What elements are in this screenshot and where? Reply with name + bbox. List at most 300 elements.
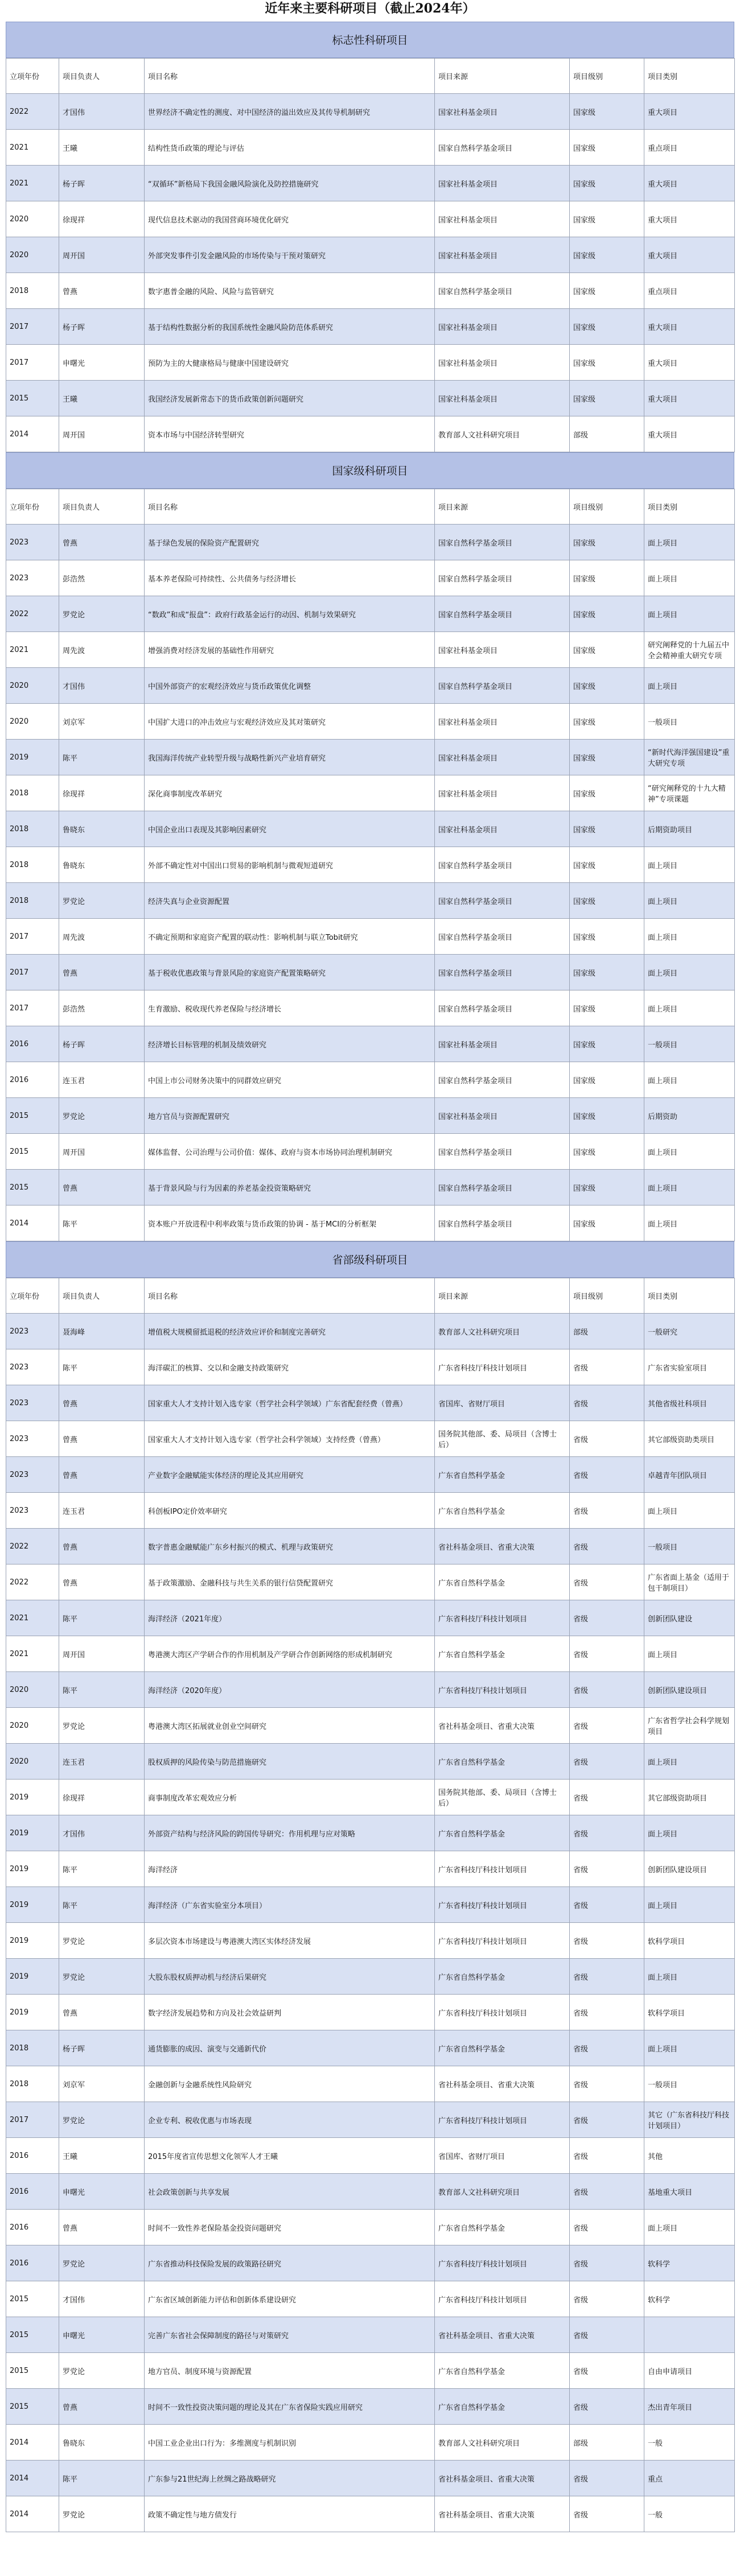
leader-cell: 彭浩然 [59, 560, 145, 596]
project-name-cell: 基于税收优惠政策与背景风险的家庭资产配置策略研究 [145, 955, 435, 990]
table-row [6, 775, 735, 811]
project-name-cell: 外部不确定性对中国出口贸易的影响机制与微观短道研究 [145, 847, 435, 883]
table-row [6, 273, 735, 309]
projects-table [6, 489, 735, 1241]
year-cell: 2015 [6, 1098, 59, 1134]
category-cell: 杰出青年项目 [644, 2389, 735, 2425]
source-cell: 省国库、省财厅项目 [435, 1385, 570, 1421]
source-cell: 广东省科技厅科技计划项目 [435, 1851, 570, 1887]
project-name-cell: 2015年度省宣传思想文化领军人才王曦 [145, 2138, 435, 2174]
source-cell: 国家社科基金项目 [435, 811, 570, 847]
source-cell: 国家社科基金项目 [435, 345, 570, 381]
source-cell: 国家社科基金项目 [435, 740, 570, 775]
project-name-cell: 粤港澳大湾区产学研合作的作用机制及产学研合作创新网络的形成机制研究 [145, 1636, 435, 1672]
level-cell: 国家级 [570, 309, 644, 345]
category-cell: 其它部级资助项目 [644, 1780, 735, 1815]
table-row [6, 1026, 735, 1062]
source-cell: 国家自然科学基金项目 [435, 919, 570, 955]
category-cell: 基地重大项目 [644, 2174, 735, 2210]
category-cell: 面上项目 [644, 668, 735, 704]
column-header: 项目来源 [435, 1278, 570, 1314]
project-name-cell: 基于结构性数据分析的我国系统性金融风险防范体系研究 [145, 309, 435, 345]
table-row [6, 2317, 735, 2353]
year-cell: 2019 [6, 1887, 59, 1923]
table-row [6, 345, 735, 381]
source-cell: 国家社科基金项目 [435, 309, 570, 345]
level-cell: 国家级 [570, 919, 644, 955]
year-cell: 2023 [6, 1314, 59, 1349]
level-cell: 国家级 [570, 1206, 644, 1241]
leader-cell: 王曦 [59, 2138, 145, 2174]
leader-cell: 曾燕 [59, 1421, 145, 1457]
project-name-cell: 经济增长目标管理的机制及绩效研究 [145, 1026, 435, 1062]
source-cell: 省社科基金项目、省重大决策 [435, 2496, 570, 2532]
project-name-cell: 大股东股权质押动机与经济后果研究 [145, 1959, 435, 1995]
level-cell: 省级 [570, 2102, 644, 2138]
source-cell: 广东省自然科学基金 [435, 2210, 570, 2245]
table-row [6, 2138, 735, 2174]
source-cell: 国家自然科学基金项目 [435, 596, 570, 632]
level-cell: 省级 [570, 1421, 644, 1457]
leader-cell: 才国伟 [59, 2281, 145, 2317]
page-title: 近年来主要科研项目（截止2024年） [265, 1, 475, 16]
source-cell: 国家社科基金项目 [435, 632, 570, 668]
source-cell: 广东省科技厅科技计划项目 [435, 1672, 570, 1708]
leader-cell: 徐现祥 [59, 201, 145, 237]
level-cell: 省级 [570, 2353, 644, 2389]
category-cell: 面上项目 [644, 919, 735, 955]
leader-cell: 彭浩然 [59, 990, 145, 1026]
category-cell: 其它（广东省科技厅科技计划项目） [644, 2102, 735, 2138]
year-cell: 2023 [6, 1421, 59, 1457]
year-cell: 2018 [6, 811, 59, 847]
source-cell: 国务院其他部、委、局项目（含博士后） [435, 1421, 570, 1457]
category-cell: 自由申请项目 [644, 2353, 735, 2389]
source-cell: 国家自然科学基金项目 [435, 1170, 570, 1206]
category-cell: 重点 [644, 2461, 735, 2496]
category-cell: 面上项目 [644, 1062, 735, 1098]
leader-cell: 才国伟 [59, 94, 145, 130]
source-cell: 广东省科技厅科技计划项目 [435, 1349, 570, 1385]
source-cell: 省社科基金项目、省重大决策 [435, 2461, 570, 2496]
leader-cell: 曾燕 [59, 2210, 145, 2245]
year-cell: 2021 [6, 166, 59, 201]
leader-cell: 王曦 [59, 130, 145, 166]
project-name-cell: 地方官员与资源配置研究 [145, 1098, 435, 1134]
category-cell: 重大项目 [644, 237, 735, 273]
table-row [6, 237, 735, 273]
project-name-cell: 我国经济发展新常态下的货币政策创新问题研究 [145, 381, 435, 416]
level-cell: 省级 [570, 2461, 644, 2496]
year-cell: 2020 [6, 1744, 59, 1780]
source-cell: 国家自然科学基金项目 [435, 525, 570, 560]
project-name-cell: 地方官员、制度环境与资源配置 [145, 2353, 435, 2389]
category-cell: 面上项目 [644, 847, 735, 883]
year-cell: 2017 [6, 955, 59, 990]
leader-cell: 陈平 [59, 740, 145, 775]
source-cell: 教育部人文社科研究项目 [435, 416, 570, 452]
source-cell: 国家自然科学基金项目 [435, 130, 570, 166]
table-row [6, 811, 735, 847]
category-cell: 软科学项目 [644, 1923, 735, 1959]
category-cell: 卓越青年团队项目 [644, 1457, 735, 1493]
source-cell: 国务院其他部、委、局项目（含博士后） [435, 1780, 570, 1815]
year-cell: 2020 [6, 704, 59, 740]
project-name-cell: 媒体监督、公司治理与公司价值：媒体、政府与资本市场协同治理机制研究 [145, 1134, 435, 1170]
project-name-cell: 世界经济不确定性的测度、对中国经济的溢出效应及其传导机制研究 [145, 94, 435, 130]
level-cell: 省级 [570, 1851, 644, 1887]
leader-cell: 周开国 [59, 1134, 145, 1170]
table-row [6, 201, 735, 237]
category-cell: 广东省实验室项目 [644, 1349, 735, 1385]
year-cell: 2017 [6, 919, 59, 955]
leader-cell: 曾燕 [59, 1564, 145, 1600]
leader-cell: 连玉君 [59, 1493, 145, 1529]
year-cell: 2020 [6, 237, 59, 273]
category-cell: 面上项目 [644, 560, 735, 596]
category-cell: 面上项目 [644, 1636, 735, 1672]
table-row [6, 525, 735, 560]
section-header: 标志性科研项目 [6, 22, 734, 58]
year-cell: 2017 [6, 2102, 59, 2138]
leader-cell: 徐现祥 [59, 1780, 145, 1815]
level-cell: 省级 [570, 1564, 644, 1600]
table-row [6, 1457, 735, 1493]
level-cell: 省级 [570, 1349, 644, 1385]
leader-cell: 陈平 [59, 1672, 145, 1708]
project-name-cell: 国家重大人才支持计划入选专家（哲学社会科学领域）支持经费（曾燕） [145, 1421, 435, 1457]
source-cell: 广东省自然科学基金 [435, 1493, 570, 1529]
year-cell: 2016 [6, 1062, 59, 1098]
year-cell: 2018 [6, 883, 59, 919]
source-cell: 广东省科技厅科技计划项目 [435, 1600, 570, 1636]
category-cell: 广东省面上基金（适用于包干制项目） [644, 1564, 735, 1600]
year-cell: 2023 [6, 1385, 59, 1421]
category-cell: 面上项目 [644, 1134, 735, 1170]
project-name-cell: 时间不一致性养老保险基金投资问题研究 [145, 2210, 435, 2245]
category-cell: 后期资助 [644, 1098, 735, 1134]
leader-cell: 罗党论 [59, 2353, 145, 2389]
year-cell: 2020 [6, 1672, 59, 1708]
leader-cell: 杨子晖 [59, 309, 145, 345]
level-cell: 省级 [570, 2210, 644, 2245]
source-cell: 国家社科基金项目 [435, 1026, 570, 1062]
leader-cell: 王曦 [59, 381, 145, 416]
project-name-cell: 生育激励、税收现代养老保险与经济增长 [145, 990, 435, 1026]
leader-cell: 罗党论 [59, 2102, 145, 2138]
table-row [6, 1636, 735, 1672]
project-name-cell: 海洋经济（广东省实验室分本项目） [145, 1887, 435, 1923]
leader-cell: 连玉君 [59, 1744, 145, 1780]
level-cell: 省级 [570, 1457, 644, 1493]
leader-cell: 陈平 [59, 1887, 145, 1923]
leader-cell: 曾燕 [59, 2389, 145, 2425]
source-cell: 国家社科基金项目 [435, 166, 570, 201]
project-name-cell: “双循环”新格局下我国金融风险演化及防控措施研究 [145, 166, 435, 201]
project-name-cell: 多层次资本市场建设与粤港澳大湾区实体经济发展 [145, 1923, 435, 1959]
year-cell: 2016 [6, 1026, 59, 1062]
column-header: 立项年份 [6, 489, 59, 525]
table-row [6, 1206, 735, 1241]
year-cell: 2016 [6, 2210, 59, 2245]
level-cell: 国家级 [570, 775, 644, 811]
category-cell: 创新团队建设项目 [644, 1672, 735, 1708]
year-cell: 2019 [6, 1851, 59, 1887]
year-cell: 2019 [6, 1780, 59, 1815]
leader-cell: 才国伟 [59, 1815, 145, 1851]
level-cell: 国家级 [570, 955, 644, 990]
leader-cell: 鲁晓东 [59, 2425, 145, 2461]
year-cell: 2019 [6, 1923, 59, 1959]
leader-cell: 曾燕 [59, 1170, 145, 1206]
table-row [6, 2461, 735, 2496]
category-cell: 一般项目 [644, 1026, 735, 1062]
category-cell: 重大项目 [644, 345, 735, 381]
leader-cell: 曾燕 [59, 273, 145, 309]
project-name-cell: 中国外部资产的宏观经济效应与货币政策优化调整 [145, 668, 435, 704]
year-cell: 2017 [6, 990, 59, 1026]
year-cell: 2018 [6, 2066, 59, 2102]
level-cell: 省级 [570, 1600, 644, 1636]
level-cell: 国家级 [570, 130, 644, 166]
level-cell: 省级 [570, 1529, 644, 1564]
source-cell: 国家自然科学基金项目 [435, 990, 570, 1026]
leader-cell: 申曙光 [59, 2174, 145, 2210]
category-cell: 重大项目 [644, 309, 735, 345]
table-row [6, 2245, 735, 2281]
year-cell: 2017 [6, 345, 59, 381]
table-row [6, 1744, 735, 1780]
source-cell: 广东省自然科学基金 [435, 1959, 570, 1995]
project-name-cell: 广东省区域创新能力评估和创新体系建设研究 [145, 2281, 435, 2317]
table-row [6, 309, 735, 345]
table-row [6, 1385, 735, 1421]
column-header: 项目名称 [145, 59, 435, 94]
leader-cell: 罗党论 [59, 883, 145, 919]
year-cell: 2015 [6, 2353, 59, 2389]
year-cell: 2018 [6, 273, 59, 309]
level-cell: 部级 [570, 2425, 644, 2461]
table-header-row [6, 489, 735, 525]
level-cell: 省级 [570, 2174, 644, 2210]
category-cell: “研究阐释党的十九大精神”专项课题 [644, 775, 735, 811]
source-cell: 省社科基金项目、省重大决策 [435, 2317, 570, 2353]
level-cell: 国家级 [570, 1170, 644, 1206]
table-row [6, 740, 735, 775]
table-row [6, 381, 735, 416]
category-cell: 一般研究 [644, 1314, 735, 1349]
source-cell: 国家社科基金项目 [435, 775, 570, 811]
table-row [6, 416, 735, 452]
source-cell: 广东省自然科学基金 [435, 1564, 570, 1600]
project-name-cell: 基于政策激励、金融科技与共生关系的银行信贷配置研究 [145, 1564, 435, 1600]
year-cell: 2020 [6, 1708, 59, 1744]
leader-cell: 罗党论 [59, 1959, 145, 1995]
column-header: 立项年份 [6, 59, 59, 94]
year-cell: 2022 [6, 1529, 59, 1564]
level-cell: 国家级 [570, 1062, 644, 1098]
project-name-cell: 完善广东省社会保障制度的路径与对策研究 [145, 2317, 435, 2353]
year-cell: 2019 [6, 740, 59, 775]
category-cell: 重点项目 [644, 273, 735, 309]
category-cell: “新时代海洋强国建设”重大研究专项 [644, 740, 735, 775]
leader-cell: 徐现祥 [59, 775, 145, 811]
column-header: 项目来源 [435, 59, 570, 94]
table-row [6, 1134, 735, 1170]
source-cell: 国家社科基金项目 [435, 94, 570, 130]
project-name-cell: 不确定预期和家庭资产配置的联动性：影响机制与联立Tobit研究 [145, 919, 435, 955]
category-cell: 面上项目 [644, 2030, 735, 2066]
year-cell: 2022 [6, 1564, 59, 1600]
level-cell: 国家级 [570, 1134, 644, 1170]
source-cell: 国家自然科学基金项目 [435, 668, 570, 704]
project-name-cell: 中国上市公司财务决策中的同群效应研究 [145, 1062, 435, 1098]
column-header: 立项年份 [6, 1278, 59, 1314]
level-cell: 国家级 [570, 883, 644, 919]
level-cell: 省级 [570, 2317, 644, 2353]
category-cell: 面上项目 [644, 1206, 735, 1241]
project-name-cell: 国家重大人才支持计划入选专家（哲学社会科学领域）广东省配套经费（曾燕） [145, 1385, 435, 1421]
year-cell: 2017 [6, 309, 59, 345]
leader-cell: 曾燕 [59, 1529, 145, 1564]
source-cell: 广东省科技厅科技计划项目 [435, 2281, 570, 2317]
project-name-cell: 股权质押的风险传染与防范措施研究 [145, 1744, 435, 1780]
source-cell: 国家自然科学基金项目 [435, 955, 570, 990]
source-cell: 广东省科技厅科技计划项目 [435, 1995, 570, 2030]
category-cell: 创新团队建设 [644, 1600, 735, 1636]
table-row [6, 1564, 735, 1600]
leader-cell: 才国伟 [59, 668, 145, 704]
year-cell: 2018 [6, 775, 59, 811]
year-cell: 2015 [6, 2317, 59, 2353]
year-cell: 2016 [6, 2138, 59, 2174]
level-cell: 国家级 [570, 560, 644, 596]
level-cell: 省级 [570, 2066, 644, 2102]
leader-cell: 曾燕 [59, 1385, 145, 1421]
table-row [6, 1170, 735, 1206]
table-header-row [6, 59, 735, 94]
level-cell: 部级 [570, 416, 644, 452]
category-cell: 重大项目 [644, 201, 735, 237]
year-cell: 2018 [6, 2030, 59, 2066]
level-cell: 国家级 [570, 632, 644, 668]
leader-cell: 聂海峰 [59, 1314, 145, 1349]
level-cell: 国家级 [570, 704, 644, 740]
source-cell: 广东省科技厅科技计划项目 [435, 2245, 570, 2281]
project-name-cell: 中国扩大进口的冲击效应与宏观经济效应及其对策研究 [145, 704, 435, 740]
project-name-cell: 数字普惠金融赋能广东乡村振兴的模式、机理与政策研究 [145, 1529, 435, 1564]
table-row [6, 1959, 735, 1995]
category-cell: 面上项目 [644, 1744, 735, 1780]
project-name-cell: 外部突发事件引发金融风险的市场传染与干预对策研究 [145, 237, 435, 273]
projects-table [6, 58, 735, 452]
table-row [6, 560, 735, 596]
level-cell: 省级 [570, 1887, 644, 1923]
column-header: 项目类别 [644, 59, 735, 94]
category-cell: 广东省哲学社会科学规划项目 [644, 1708, 735, 1744]
table-row [6, 990, 735, 1026]
source-cell: 教育部人文社科研究项目 [435, 2425, 570, 2461]
level-cell: 国家级 [570, 345, 644, 381]
category-cell: 一般项目 [644, 2066, 735, 2102]
leader-cell: 曾燕 [59, 1457, 145, 1493]
year-cell: 2015 [6, 2281, 59, 2317]
leader-cell: 鲁晓东 [59, 847, 145, 883]
project-name-cell: 基于绿色发展的保险资产配置研究 [145, 525, 435, 560]
year-cell: 2023 [6, 525, 59, 560]
year-cell: 2015 [6, 2389, 59, 2425]
table-row [6, 2066, 735, 2102]
level-cell: 省级 [570, 1923, 644, 1959]
leader-cell: 杨子晖 [59, 1026, 145, 1062]
leader-cell: 罗党论 [59, 2245, 145, 2281]
column-header: 项目来源 [435, 489, 570, 525]
leader-cell: 周开国 [59, 1636, 145, 1672]
year-cell: 2014 [6, 2496, 59, 2532]
category-cell: 其他 [644, 2138, 735, 2174]
level-cell: 省级 [570, 1959, 644, 1995]
project-name-cell: 广东省推动科技保险发展的政策路径研究 [145, 2245, 435, 2281]
table-row [6, 2425, 735, 2461]
source-cell: 广东省科技厅科技计划项目 [435, 2102, 570, 2138]
source-cell: 国家社科基金项目 [435, 704, 570, 740]
category-cell: 重大项目 [644, 416, 735, 452]
project-name-cell: 我国海洋传统产业转型升级与战略性新兴产业培育研究 [145, 740, 435, 775]
project-name-cell: 结构性货币政策的理论与评估 [145, 130, 435, 166]
source-cell: 国家自然科学基金项目 [435, 1062, 570, 1098]
table-row [6, 2210, 735, 2245]
level-cell: 省级 [570, 1672, 644, 1708]
source-cell: 国家自然科学基金项目 [435, 883, 570, 919]
source-cell: 教育部人文社科研究项目 [435, 2174, 570, 2210]
sections-container [6, 22, 734, 2532]
level-cell: 国家级 [570, 1026, 644, 1062]
leader-cell: 鲁晓东 [59, 811, 145, 847]
leader-cell: 陈平 [59, 1206, 145, 1241]
table-row [6, 1529, 735, 1564]
table-row [6, 1349, 735, 1385]
leader-cell: 曾燕 [59, 1995, 145, 2030]
column-header: 项目级别 [570, 1278, 644, 1314]
level-cell: 省级 [570, 2496, 644, 2532]
leader-cell: 罗党论 [59, 2496, 145, 2532]
project-name-cell: 金融创新与金融系统性风险研究 [145, 2066, 435, 2102]
source-cell: 省社科基金项目、省重大决策 [435, 1529, 570, 1564]
leader-cell: 刘京军 [59, 2066, 145, 2102]
column-header: 项目类别 [644, 489, 735, 525]
source-cell: 广东省科技厅科技计划项目 [435, 1923, 570, 1959]
projects-table [6, 1278, 735, 2532]
project-name-cell: 资本账户开放进程中利率政策与货币政策的协调 - 基于MCI的分析框架 [145, 1206, 435, 1241]
level-cell: 省级 [570, 2245, 644, 2281]
leader-cell: 连玉君 [59, 1062, 145, 1098]
table-row [6, 166, 735, 201]
table-row [6, 2102, 735, 2138]
level-cell: 国家级 [570, 740, 644, 775]
project-name-cell: 基于背景风险与行为因素的养老基金投资策略研究 [145, 1170, 435, 1206]
table-row [6, 1314, 735, 1349]
leader-cell: 陈平 [59, 1349, 145, 1385]
category-cell: 后期资助项目 [644, 811, 735, 847]
year-cell: 2019 [6, 1815, 59, 1851]
level-cell: 国家级 [570, 237, 644, 273]
table-row [6, 2281, 735, 2317]
year-cell: 2014 [6, 2425, 59, 2461]
category-cell: 面上项目 [644, 596, 735, 632]
column-header: 项目负责人 [59, 489, 145, 525]
source-cell: 广东省科技厅科技计划项目 [435, 1887, 570, 1923]
table-row [6, 919, 735, 955]
